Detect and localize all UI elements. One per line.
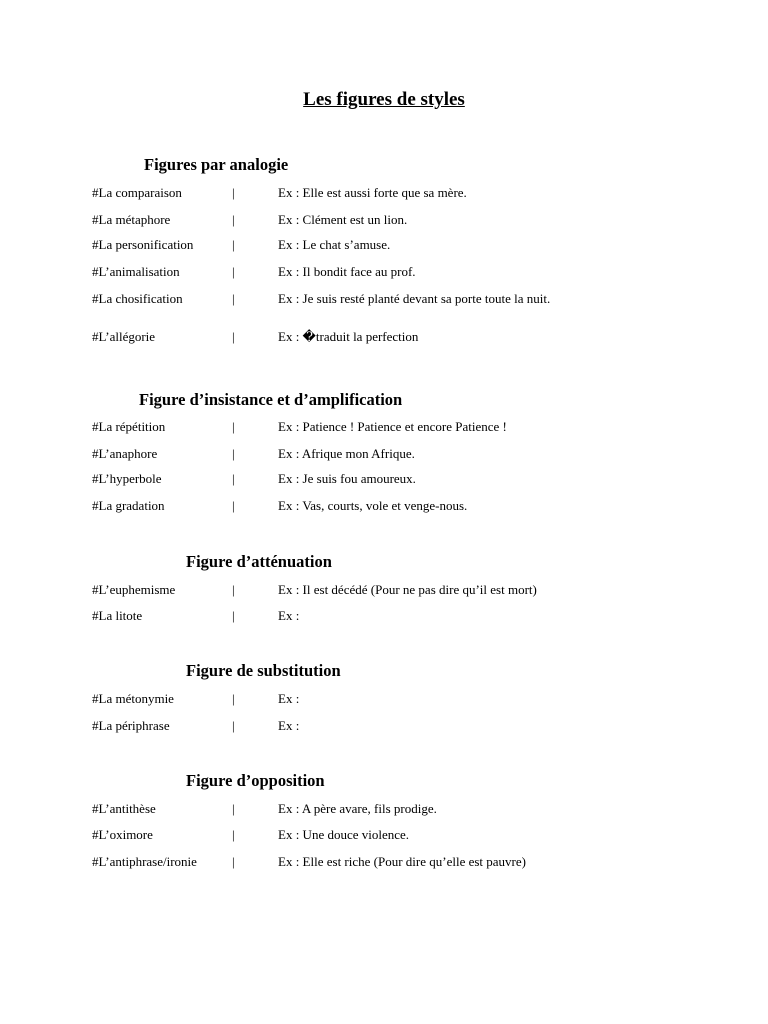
section-heading-analogie: Figures par analogie <box>144 155 289 174</box>
figure-term: #La chosification <box>92 291 183 306</box>
separator: | <box>232 291 235 306</box>
separator: | <box>232 718 235 733</box>
figure-example: Ex : <box>278 608 300 623</box>
figure-term: #L’hyperbole <box>92 471 162 486</box>
figure-example: Ex : Clément est un lion. <box>278 212 408 227</box>
separator: | <box>232 608 235 623</box>
figure-term: #La litote <box>92 608 143 623</box>
figure-example: Ex : A père avare, fils prodige. <box>278 801 437 816</box>
figure-term: #La comparaison <box>92 185 182 200</box>
separator: | <box>232 212 235 227</box>
figure-example: Ex : �traduit la perfection <box>278 329 419 344</box>
figure-term: #L’antiphrase/ironie <box>92 854 197 869</box>
separator: | <box>232 801 235 816</box>
figure-term: #L’oximore <box>92 827 153 842</box>
figure-example: Ex : Il bondit face au prof. <box>278 264 416 279</box>
figure-term: #La personification <box>92 237 194 252</box>
figure-term: #La périphrase <box>92 718 170 733</box>
figure-example: Ex : Le chat s’amuse. <box>278 237 391 252</box>
figure-term: #La gradation <box>92 498 165 513</box>
section-heading-attenuation: Figure d’atténuation <box>186 552 332 571</box>
figure-example: Ex : <box>278 691 300 706</box>
figure-term: #L’anaphore <box>92 446 158 461</box>
figure-term: #L’antithèse <box>92 801 156 816</box>
section-heading-substitution: Figure de substitution <box>186 661 341 680</box>
figure-example: Ex : Vas, courts, vole et venge-nous. <box>278 498 468 513</box>
figure-example: Ex : Je suis resté planté devant sa porte toute la nuit. <box>278 291 551 306</box>
separator: | <box>232 498 235 513</box>
separator: | <box>232 471 235 486</box>
separator: | <box>232 419 235 434</box>
separator: | <box>232 264 235 279</box>
figure-example: Ex : Afrique mon Afrique. <box>278 446 415 461</box>
figure-example: Ex : Une douce violence. <box>278 827 410 842</box>
separator: | <box>232 237 235 252</box>
figure-term: #La métaphore <box>92 212 171 227</box>
separator: | <box>232 446 235 461</box>
figure-example: Ex : Je suis fou amoureux. <box>278 471 416 486</box>
separator: | <box>232 329 235 344</box>
figure-example: Ex : Il est décédé (Pour ne pas dire qu’il est mort) <box>278 582 537 597</box>
separator: | <box>232 827 235 842</box>
figure-example: Ex : <box>278 718 300 733</box>
separator: | <box>232 854 235 869</box>
figure-example: Ex : Elle est riche (Pour dire qu’elle est pauvre) <box>278 854 526 869</box>
document-title: Les figures de styles <box>303 89 465 110</box>
figure-term: #L’allégorie <box>92 329 156 344</box>
figure-example: Ex : Patience ! Patience et encore Patience ! <box>278 419 507 434</box>
section-heading-insistance: Figure d’insistance et d’amplification <box>139 390 403 409</box>
figure-example: Ex : Elle est aussi forte que sa mère. <box>278 185 467 200</box>
section-heading-opposition: Figure d’opposition <box>186 771 325 790</box>
figure-term: #L’animalisation <box>92 264 180 279</box>
figure-term: #La métonymie <box>92 691 174 706</box>
figure-term: #L’euphemisme <box>92 582 176 597</box>
figure-term: #La répétition <box>92 419 166 434</box>
separator: | <box>232 691 235 706</box>
separator: | <box>232 185 235 200</box>
separator: | <box>232 582 235 597</box>
